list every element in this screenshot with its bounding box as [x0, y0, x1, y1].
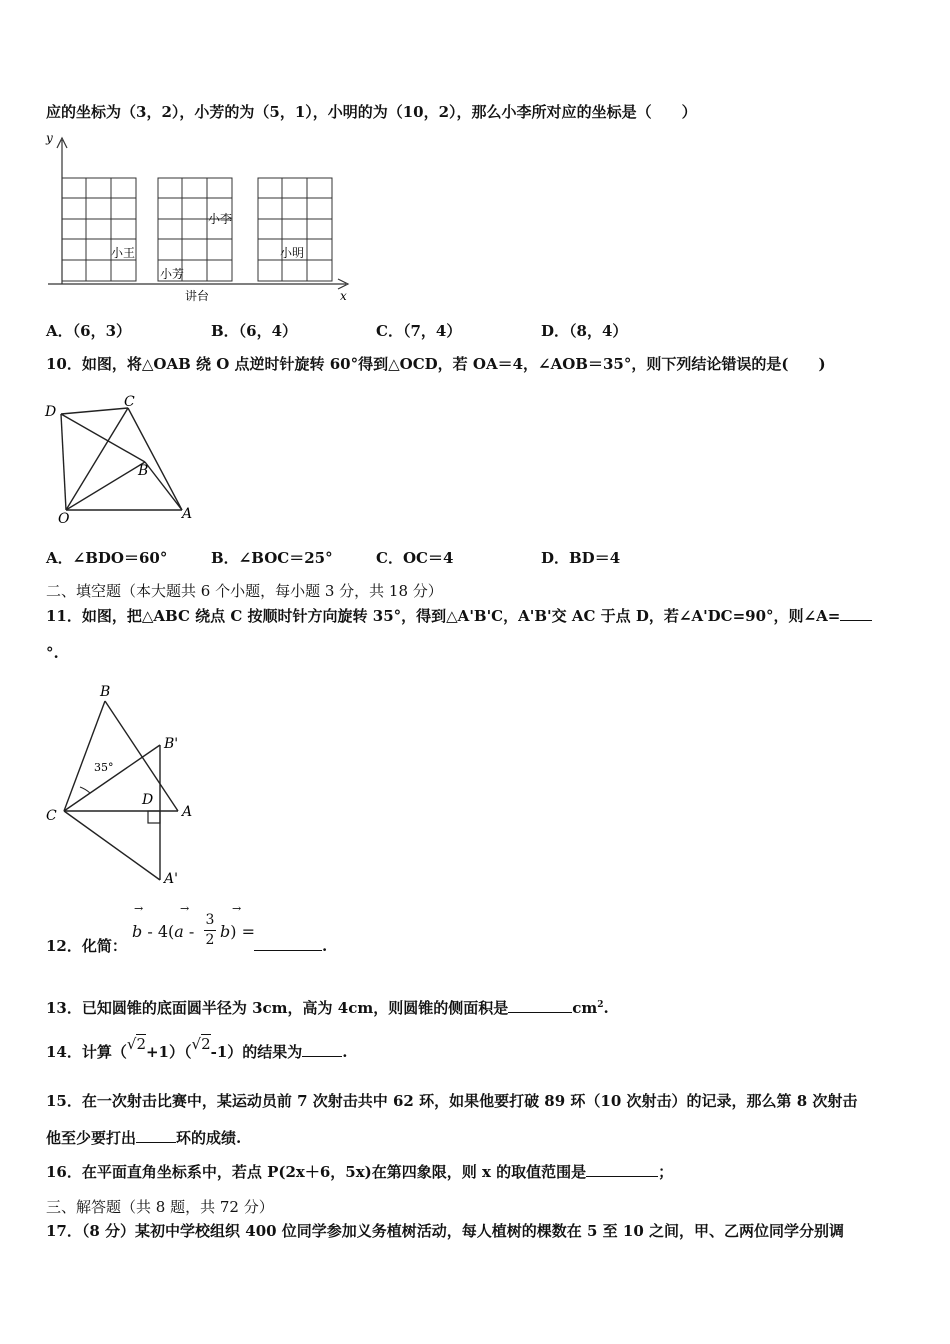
vertex-c: C [46, 808, 57, 824]
vertex-a-prime: A' [164, 871, 178, 887]
q14-line [46, 1035, 348, 1062]
sqrt-icon: √ [126, 1035, 137, 1053]
seating-grid-figure [40, 128, 360, 308]
q12-vector-b2: b [220, 922, 231, 941]
q10-option-a: A．∠BDO＝60° [46, 549, 168, 567]
section-fill-in-heading: 二、填空题（本大题共 6 个小题，每小题 3 分，共 18 分） [46, 582, 443, 600]
vector-arrow-icon: → [134, 902, 144, 915]
q11-stem-line [46, 606, 872, 626]
q12-vector-b: b [132, 922, 143, 941]
q14-a: 14．计算（ [46, 1043, 127, 1061]
q13-end: . [603, 999, 609, 1017]
q15-line2a: 他至少要打出 [46, 1129, 137, 1147]
vertex-d: D [142, 792, 154, 808]
angle-label-35: 35° [94, 761, 114, 774]
label-xiaoli: 小李 [208, 212, 233, 226]
q13-unit-sup: 2 [597, 1000, 604, 1010]
q12-tail: . [322, 937, 328, 955]
q15-answer-blank[interactable] [136, 1128, 176, 1143]
y-axis-label: y [46, 131, 53, 145]
q15-line2 [46, 1128, 241, 1148]
q14-end: . [342, 1043, 348, 1061]
rotation-figure-ocd [42, 392, 202, 527]
vertex-o: O [58, 511, 70, 527]
q12-answer-blank[interactable] [254, 936, 322, 951]
q14-c: -1）的结果为 [210, 1043, 303, 1061]
label-xiaowang: 小王 [111, 246, 136, 260]
q13-line [46, 995, 609, 1018]
q12-answer-line [254, 936, 327, 956]
q16-end: ； [658, 1163, 674, 1181]
q12-vector-a: a [174, 922, 184, 941]
vertex-a: A [182, 506, 193, 522]
q12-end: ) = [230, 922, 255, 941]
q9-option-b: B．（6，4） [211, 322, 298, 340]
vertex-b-prime: B' [164, 736, 179, 752]
q16-line [46, 1162, 673, 1182]
vector-arrow-icon: → [232, 902, 242, 915]
q15-line2b: 环的成绩. [176, 1129, 242, 1147]
q13-answer-blank[interactable] [508, 998, 572, 1013]
q10-stem: 10．如图，将△OAB 绕 O 点逆时针旋转 60°得到△OCD，若 OA＝4，∠AOB＝35°，则下列结论错误的是( ) [46, 355, 826, 373]
vertex-d: D [45, 404, 57, 420]
rotation-figure-abc [42, 678, 212, 893]
q11-answer-blank[interactable] [840, 606, 872, 621]
vertex-b: B [100, 684, 111, 700]
q12-fraction-bar [204, 930, 216, 931]
q14-root2-value: 2 [201, 1035, 211, 1053]
q14-root2 [192, 1035, 211, 1053]
q10-option-c: C．OC＝4 [376, 549, 454, 567]
q16-text: 16．在平面直角坐标系中，若点 P(2x＋6，5x)在第四象限，则 x 的取值范围是 [46, 1163, 587, 1181]
q9-option-d: D．（8，4） [541, 322, 628, 340]
q15-line1: 15．在一次射击比赛中，某运动员前 7 次射击共中 62 环，如果他要打破 89 环（10 次射击）的记录，那么第 8 次射击 [46, 1092, 858, 1110]
q9-option-a: A．（6，3） [46, 322, 132, 340]
q13-text: 13．已知圆锥的底面圆半径为 3cm，高为 4cm，则圆锥的侧面积是 [46, 999, 509, 1017]
q13-unit: cm [572, 999, 598, 1017]
q9-option-c: C．（7，4） [376, 322, 462, 340]
q17-line: 17．（8 分）某初中学校组织 400 位同学参加义务植树活动，每人植树的棵数在 5 至 10 之间，甲、乙两位同学分别调 [46, 1222, 844, 1240]
vertex-c: C [124, 394, 135, 410]
vector-arrow-icon: → [180, 902, 190, 915]
section-answer-heading: 三、解答题（共 8 题，共 72 分） [46, 1198, 274, 1216]
q12-minus: - [183, 922, 200, 941]
q11-tail: °. [46, 644, 59, 662]
vertex-a: A [182, 804, 193, 820]
q14-root1 [127, 1035, 146, 1053]
label-xiaofang: 小芳 [160, 267, 185, 281]
x-axis-label: x [340, 289, 347, 303]
label-xiaoming: 小明 [280, 246, 305, 260]
q14-b: +1）（ [145, 1043, 192, 1061]
sqrt-icon: √ [191, 1035, 202, 1053]
q11-stem: 11．如图，把△ABC 绕点 C 按顺时针方向旋转 35°，得到△A'B'C，A'B'交 AC 于点 D，若∠A'DC=90°，则∠A= [46, 607, 841, 625]
q9-line: 应的坐标为（3，2），小芳的为（5，1），小明的为（10，2），那么小李所对应的坐标是（ ） [46, 103, 697, 121]
q12-denominator: 2 [205, 932, 215, 948]
q10-option-d: D．BD＝4 [541, 549, 621, 567]
q14-answer-blank[interactable] [302, 1042, 342, 1057]
vertex-b: B [138, 463, 149, 479]
label-podium: 讲台 [185, 289, 210, 303]
q10-option-b: B．∠BOC＝25° [211, 549, 333, 567]
q14-root1-value: 2 [136, 1035, 146, 1053]
q12-numerator: 3 [205, 912, 215, 928]
q16-answer-blank[interactable] [586, 1162, 658, 1177]
q12-label: 12．化简： [46, 937, 127, 955]
q12-mid: - 4( [142, 922, 175, 941]
